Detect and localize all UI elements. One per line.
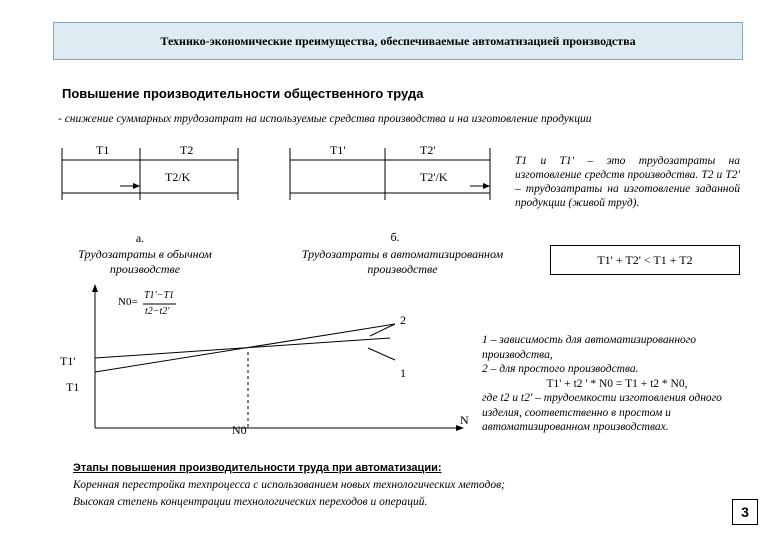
definitions-text: T1 и T1' – это трудозатраты на изготовление средств производства. T2 и T2' – трудозатраты на изготовление заданной продукции (живой труд). bbox=[515, 155, 740, 209]
slide-title: Технико-экономические преимущества, обеспечиваемые автоматизацией производства bbox=[53, 22, 743, 60]
legend-item-1: 1 – зависимость для автоматизированного производства, bbox=[482, 334, 697, 361]
a-caption-2: производстве bbox=[109, 262, 181, 276]
legend bbox=[482, 333, 752, 435]
y-label-t1: T1 bbox=[66, 380, 80, 394]
legend-equation: T1' + t2 ' * N0 = T1 + t2 * N0, bbox=[546, 377, 688, 390]
n0-denominator: t2−t2' bbox=[145, 306, 170, 317]
a-t2-label: T2 bbox=[180, 143, 194, 157]
a-t1-label: T1 bbox=[96, 143, 110, 157]
intro-line: - снижение суммарных трудозатрат на используемые средства производства и на изготовление продукции bbox=[58, 113, 592, 125]
b-t2-label: T2' bbox=[420, 143, 436, 157]
n0-numerator: T1'−T1 bbox=[144, 290, 175, 301]
y-label-t1-prime: T1' bbox=[60, 354, 76, 368]
section-heading: Повышение производительности общественного труда bbox=[62, 86, 424, 101]
line-1-label: 1 bbox=[400, 366, 406, 380]
formula-box: T1' + T2' < T1 + T2 bbox=[550, 245, 740, 275]
diagram-a bbox=[62, 148, 238, 200]
x-label-n: N bbox=[460, 413, 469, 427]
legend-note: где t2 и t2' – трудоемкости изготовления одного изделия, соответственно в простом и автоматизированном производствах. bbox=[482, 392, 722, 433]
stages-block bbox=[73, 460, 505, 511]
line-2-label: 2 bbox=[400, 313, 406, 327]
stages-heading: Этапы повышения производительности труда при автоматизации: bbox=[73, 462, 442, 474]
stages-item-1: Коренная перестройка техпроцесса с использованием новых технологических методов; bbox=[73, 479, 505, 491]
a-letter: а. bbox=[135, 231, 145, 245]
diagram-b bbox=[290, 148, 490, 200]
x-label-n0: N0 bbox=[232, 423, 247, 437]
b-caption-2: производстве bbox=[367, 262, 438, 276]
legend-item-2: 2 – для простого производства. bbox=[482, 363, 639, 375]
a-caption-1: Трудозатраты в обычном bbox=[78, 247, 212, 261]
n0-formula-left: N0= bbox=[118, 296, 138, 308]
line-2 bbox=[95, 324, 395, 372]
b-t1-label: T1' bbox=[330, 143, 346, 157]
b-t2k-label: T2'/K bbox=[420, 170, 448, 184]
a-t2k-label: T2/K bbox=[165, 170, 191, 184]
b-caption-1: Трудозатраты в автоматизированном bbox=[301, 247, 504, 261]
b-letter: б. bbox=[390, 230, 400, 244]
stages-item-2: Высокая степень концентрации технологических переходов и операций. bbox=[73, 496, 428, 508]
page-number: 3 bbox=[732, 499, 758, 525]
